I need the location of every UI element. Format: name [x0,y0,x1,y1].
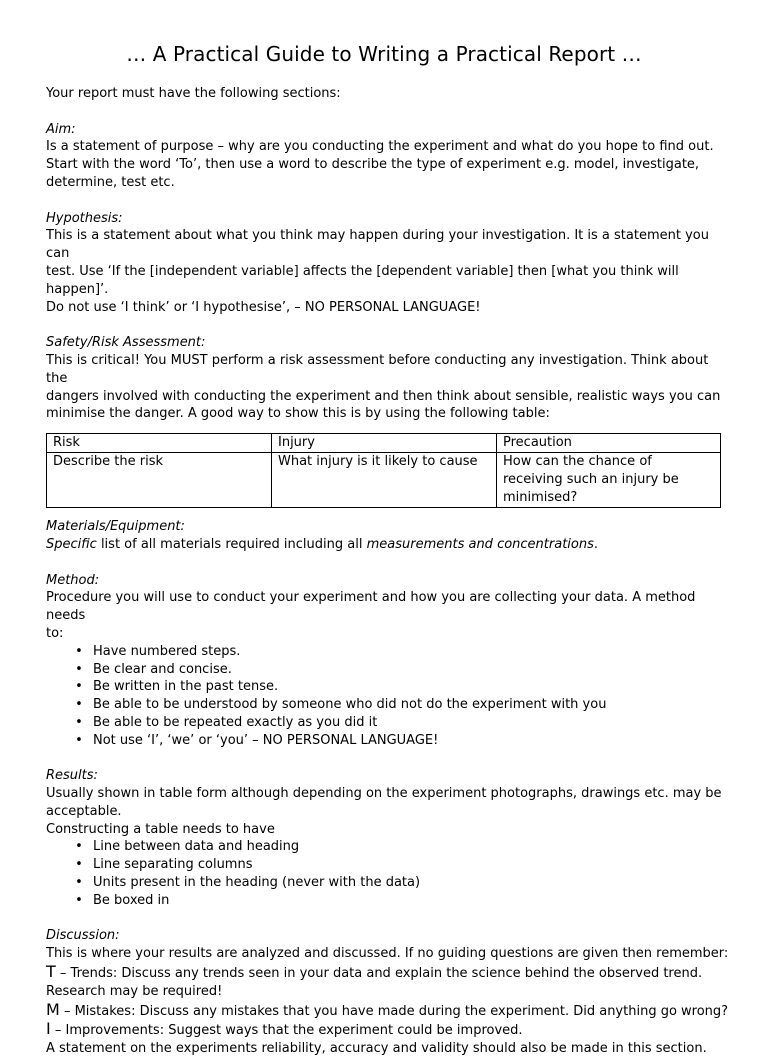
bullet-icon: • [75,875,83,891]
discussion-intro: This is where your results are analyzed and discussed. If no guiding questions are given then remember: [46,946,729,962]
header-precaution: Precaution [497,434,721,453]
materials-section [46,518,730,554]
safety-line: minimise the danger. A good way to show this is by using the following table: [46,406,550,422]
method-line: to: [46,625,64,641]
table-row [47,453,721,508]
page-title: … A Practical Guide to Writing a Practical Report … [126,42,642,66]
specific-emphasis: Specific [46,536,97,552]
discussion-mistakes: M – Mistakes: Discuss any mistakes that you have made during the experiment. Did anything go wrong? [46,999,729,1019]
bullet-icon: • [75,732,83,748]
cell-injury: What injury is it likely to cause [272,453,497,508]
safety-line: dangers involved with conducting the experiment and then think about sensible, realistic ways you can [46,388,721,404]
cell-precaution: How can the chance of receiving such an injury be minimised? [497,453,721,508]
bullet-icon: • [75,679,83,695]
document-body [46,85,730,1058]
discussion-improvements: I – Improvements: Suggest ways that the experiment could be improved. [46,1019,523,1039]
improvements-letter: I [46,1019,51,1039]
hypothesis-line: test. Use ‘If the [independent variable] affects the [dependent variable] then [what you think will happen]’. [46,263,679,297]
results-line: acceptable. [46,803,122,819]
method-section [46,572,730,750]
aim-section [46,121,730,192]
table-header-row [47,434,721,453]
list-item: • Be written in the past tense. [75,679,279,695]
discussion-trends-cont: Research may be required! [46,983,223,999]
aim-line: determine, test etc. [46,174,175,190]
list-item: • Be boxed in [75,892,170,908]
bullet-icon: • [75,714,83,730]
method-line: Procedure you will use to conduct your experiment and how you are collecting your data. A method needs [46,590,696,624]
discussion-heading: Discussion: [46,928,120,944]
bullet-icon: • [75,892,83,908]
materials-text: Specific list of all materials required including all measurements and concentrations. [46,536,599,552]
hypothesis-line: Do not use ‘I think’ or ‘I hypothesise’, – NO PERSONAL LANGUAGE! [46,299,481,315]
measurements-emphasis: measurements and concentrations [366,536,594,552]
list-item: • Line separating columns [75,857,253,873]
hypothesis-heading: Hypothesis: [46,210,123,226]
results-heading: Results: [46,768,98,784]
results-line: Usually shown in table form although depending on the experiment photographs, drawings etc. may be [46,786,722,802]
method-heading: Method: [46,572,100,588]
safety-line: This is critical! You MUST perform a risk assessment before conducting any investigation. Think about the [46,352,709,386]
mistakes-letter: M [46,999,60,1019]
list-item: • Be able to be understood by someone who did not do the experiment with you [75,697,607,713]
safety-section [46,334,730,508]
results-line: Constructing a table needs to have [46,821,275,837]
bullet-icon: • [75,661,83,677]
aim-line: Start with the word ‘To’, then use a word to describe the type of experiment e.g. model, investigate, [46,157,700,173]
list-item: • Be able to be repeated exactly as you did it [75,714,378,730]
safety-heading: Safety/Risk Assessment: [46,335,206,351]
aim-line: Is a statement of purpose – why are you conducting the experiment and what do you hope to find out. [46,139,714,155]
bullet-icon: • [75,857,83,873]
cell-risk: Describe the risk [47,453,272,508]
hypothesis-section [46,210,730,317]
bullet-icon: • [75,643,83,659]
risk-assessment-table [46,433,721,508]
list-item: • Have numbered steps. [75,643,241,659]
list-item: • Not use ‘I’, ‘we’ or ‘you’ – NO PERSONAL LANGUAGE! [75,732,439,748]
discussion-closing: A statement on the experiments reliability, accuracy and validity should also be made in this section. [46,1041,707,1057]
intro-text: Your report must have the following sections: [46,86,341,101]
discussion-trends: T – Trends: Discuss any trends seen in your data and explain the science behind the observed trend. [46,962,703,982]
header-risk: Risk [47,434,272,453]
method-bullet-list [46,643,730,750]
materials-heading: Materials/Equipment: [46,519,185,535]
bullet-icon: • [75,839,83,855]
list-item: • Line between data and heading [75,839,300,855]
discussion-section [46,927,730,1058]
results-section [46,767,730,909]
hypothesis-line: This is a statement about what you think may happen during your investigation. It is a statement you can [46,228,709,262]
list-item: • Be clear and concise. [75,661,232,677]
results-bullet-list [46,838,730,909]
bullet-icon: • [75,697,83,713]
trends-letter: T [46,962,56,982]
header-injury: Injury [272,434,497,453]
list-item: • Units present in the heading (never with the data) [75,875,421,891]
aim-heading: Aim: [46,121,76,137]
